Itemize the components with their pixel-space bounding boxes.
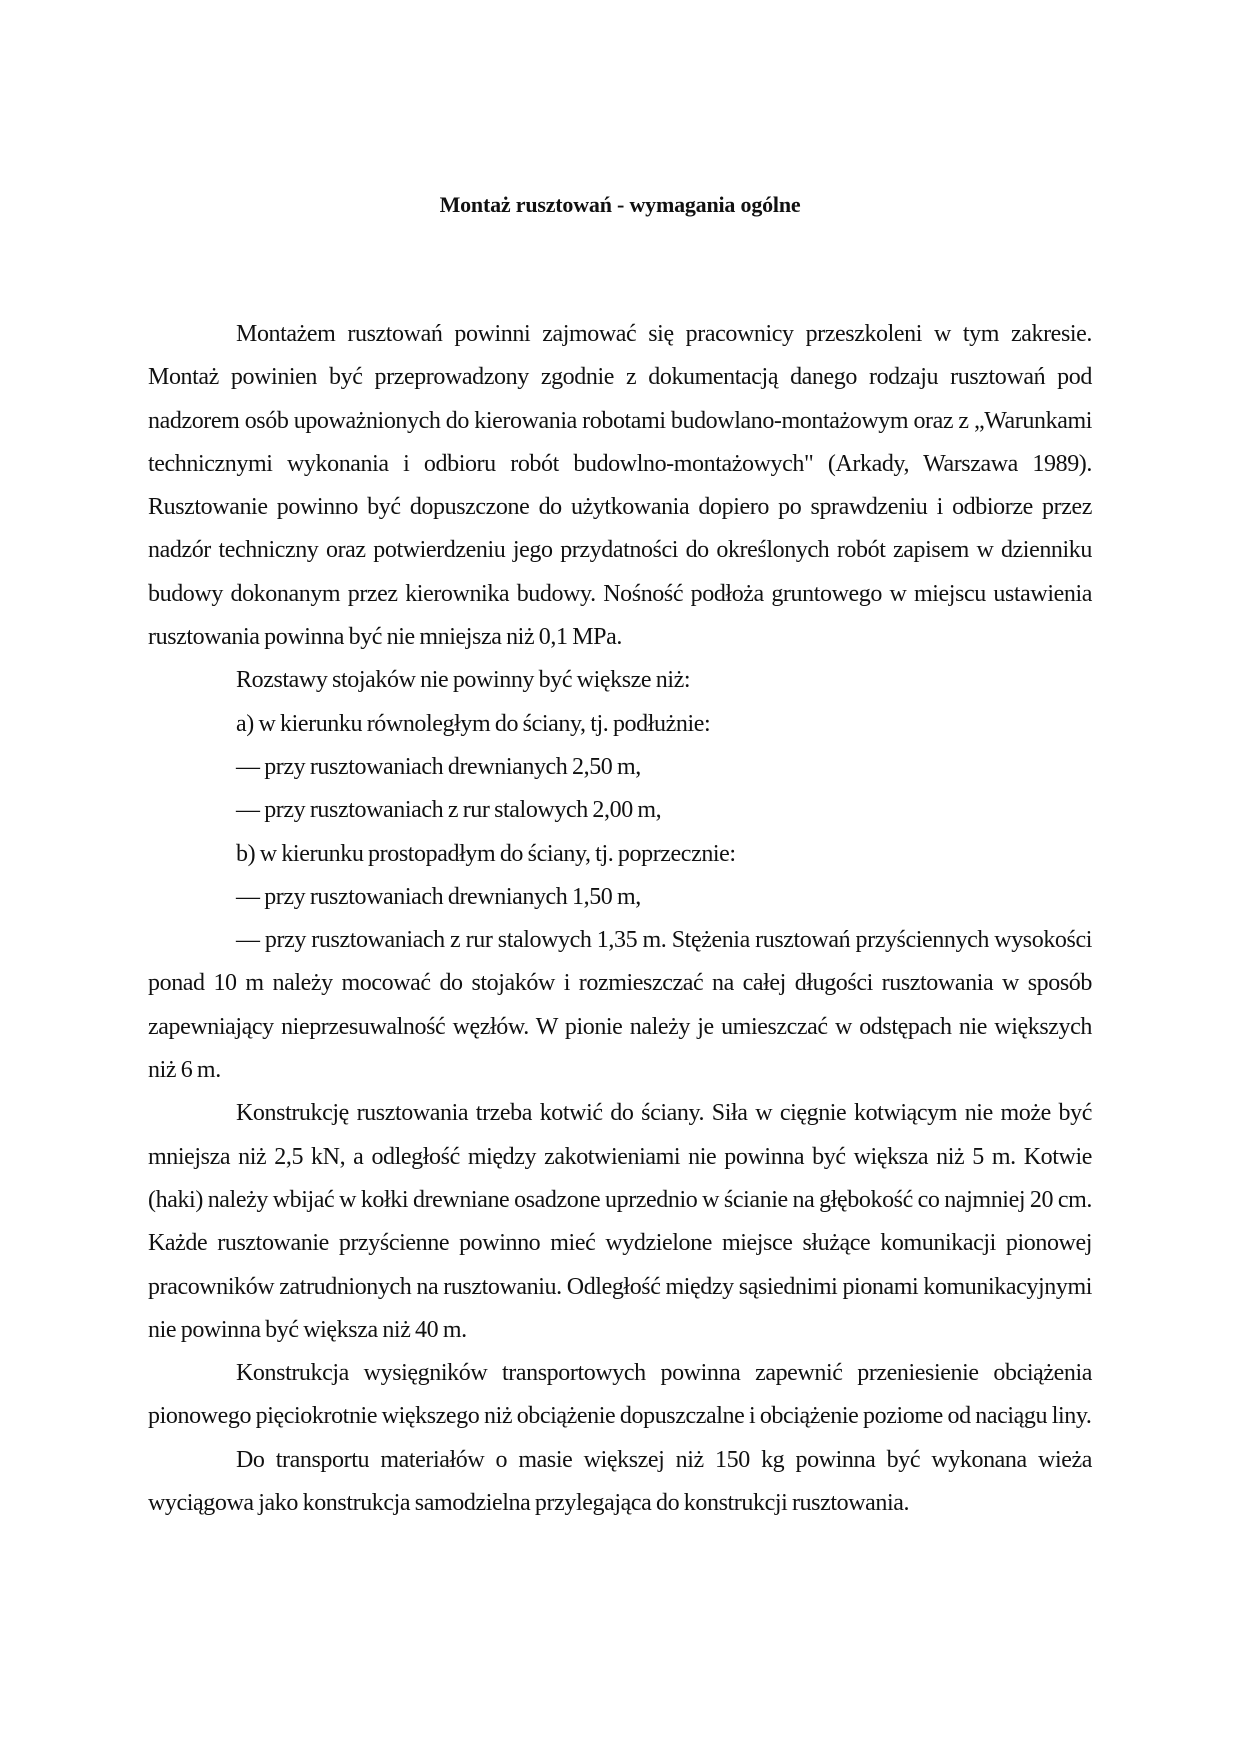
- paragraph-assembly-requirements: Montażem rusztowań powinni zajmować się pracownicy przeszkoleni w tym zakresie. Montaż powinien być przeprowadzony zgodnie z dokumentacją danego rodzaju rusztowań pod nadzorem osób upoważnionych do kierowania robotami budowlano-montażowym oraz z „Warunkami technicznymi wykonania i odbioru robót budowlno-montażowych" (Arkady, Warszawa 1989). Rusztowanie powinno być dopuszczone do użytkowania dopiero po sprawdzeniu i odbiorze przez nadzór techniczny oraz potwierdzeniu jego przydatności do określonych robót zapisem w dzienniku budowy dokonanym przez kierownika budowy. Nośność podłoża gruntowego w miejscu ustawienia rusztowania powinna być nie mniejsza niż 0,1 MPa.: [148, 321, 1092, 651]
- list-item-transverse-wood: — przy rusztowaniach drewnianych 1,50 m,: [236, 883, 641, 910]
- list-item-transverse: b) w kierunku prostopadłym do ściany, tj. poprzecznie:: [236, 840, 736, 867]
- list-item-longitudinal-steel: — przy rusztowaniach z rur stalowych 2,00 m,: [236, 797, 662, 824]
- paragraph-transport-booms: Konstrukcja wysięgników transportowych powinna zapewnić przeniesienie obciążenia pionowego pięciokrotnie większego niż obciążenie dopuszczalne i obciążenie poziome od naciągu liny.: [148, 1360, 1092, 1430]
- list-item-longitudinal: a) w kierunku równoległym do ściany, tj. podłużnie:: [236, 710, 711, 737]
- document-body: [148, 313, 1092, 1525]
- paragraph-hoist-tower: Do transportu materiałów o masie większej niż 150 kg powinna być wykonana wieża wyciągowa jako konstrukcja samodzielna przylegająca do konstrukcji rusztowania.: [148, 1446, 1092, 1517]
- paragraph-transverse-steel-bracing: — przy rusztowaniach z rur stalowych 1,35 m. Stężenia rusztowań przyściennych wysokości ponad 10 m należy mocować do stojaków i rozmieszczać na całej długości rusztowania w sposób zapewniający nieprzesuwalność węzłów. W pionie należy je umieszczać w odstępach nie większych niż 6 m.: [148, 927, 1092, 1084]
- list-item-longitudinal-wood: — przy rusztowaniach drewnianych 2,50 m,: [236, 753, 641, 780]
- document-title: Montaż rusztowań - wymagania ogólne: [439, 192, 801, 217]
- paragraph-anchoring: Konstrukcję rusztowania trzeba kotwić do ściany. Siła w cięgnie kotwiącym nie może być mniejsza niż 2,5 kN, a odległość między zakotwieniami nie powinna być większa niż 5 m. Kotwie (haki) należy wbijać w kołki drewniane osadzone uprzednio w ścianie na głębokość co najmniej 20 cm. Każde rusztowanie przyścienne powinno mieć wydzielone miejsce służące komunikacji pionowej pracowników zatrudnionych na rusztowaniu. Odległość między sąsiednimi pionami komunikacyjnymi nie powinna być większa niż 40 m.: [148, 1100, 1092, 1343]
- paragraph-post-spacing-intro: Rozstawy stojaków nie powinny być większe niż:: [236, 667, 691, 694]
